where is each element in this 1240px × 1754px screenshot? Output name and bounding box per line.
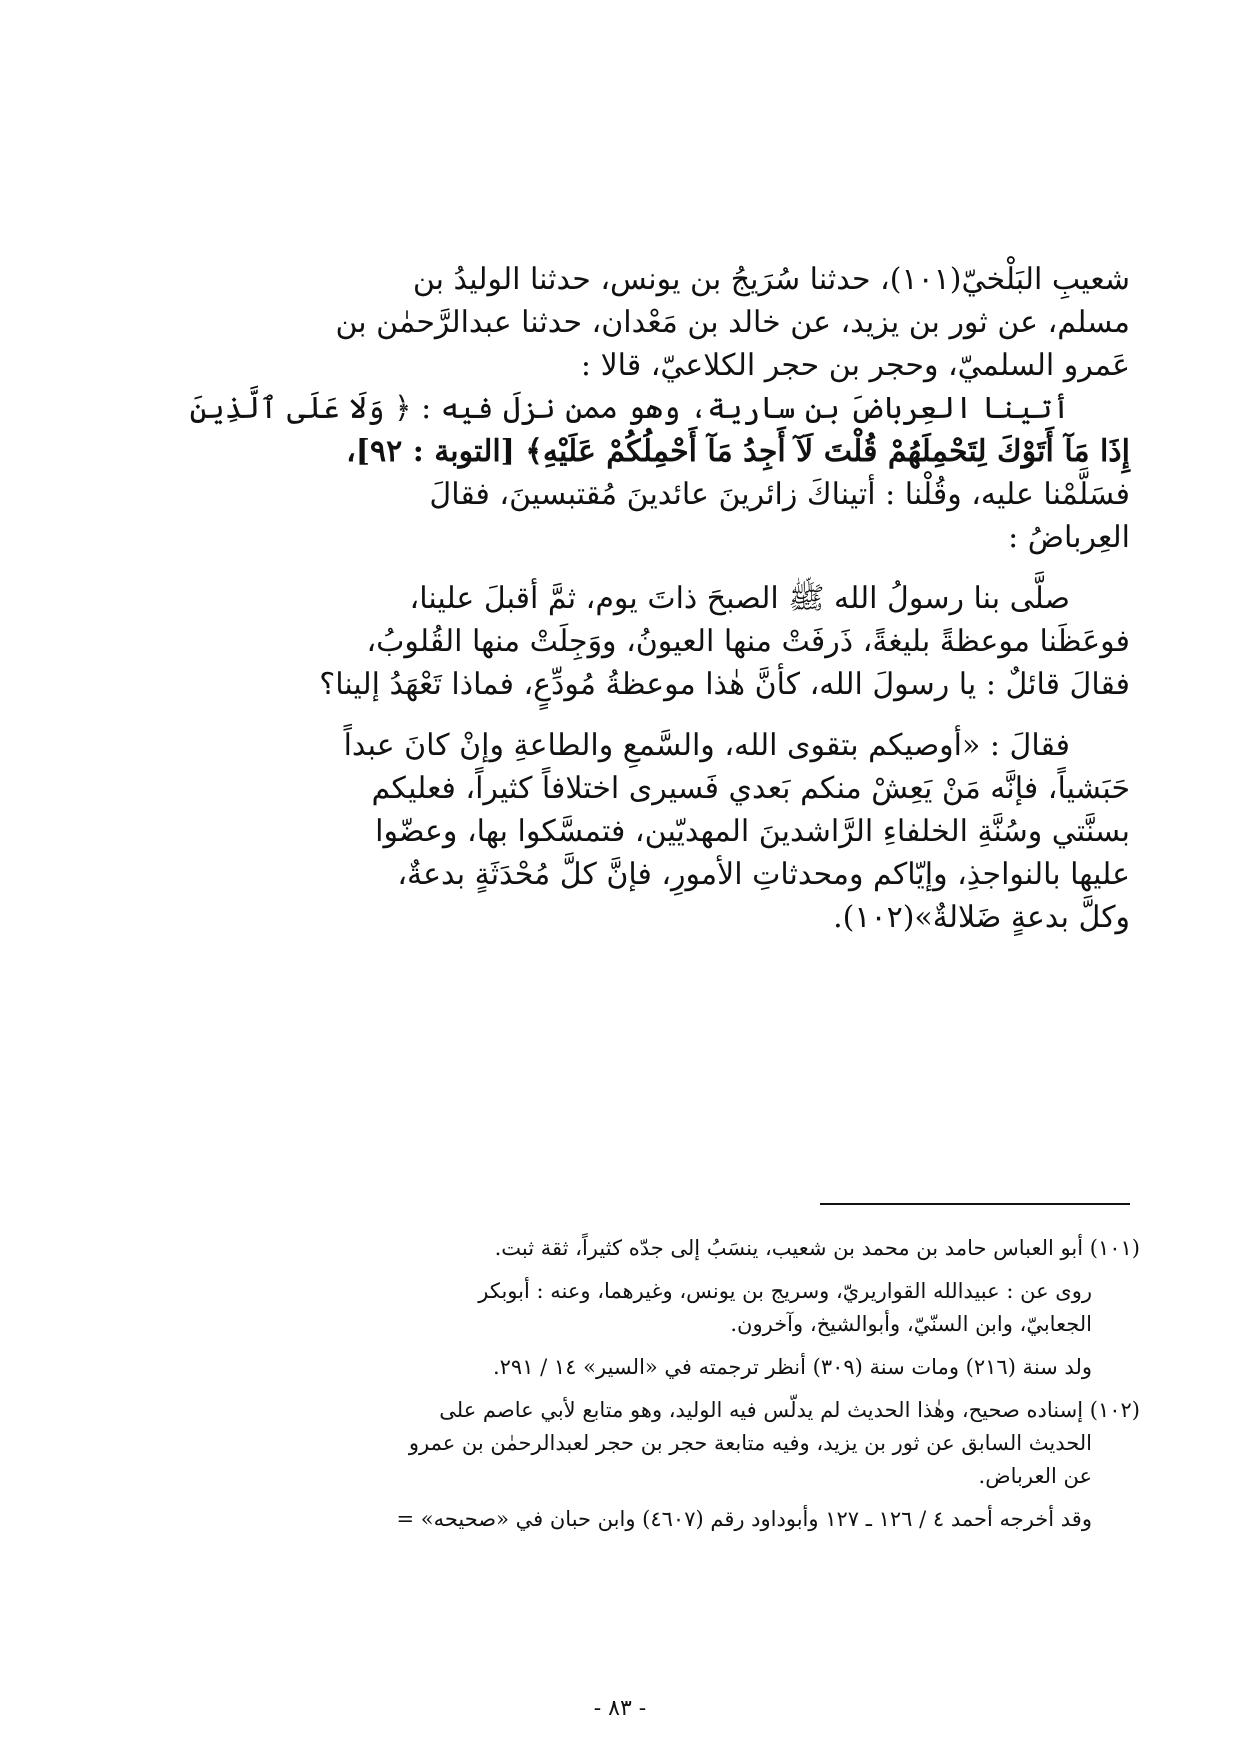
main-line: عَمرو السلميّ، وحجر بن حجر الكلاعيّ، قالا : [580, 348, 1130, 383]
main-line: شعيبِ البَلْخيّ(١٠١)، حدثنا سُرَيجُ بن يونس، حدثنا الوليدُ بن [412, 262, 1130, 297]
footnote-line: (١٠١) أبو العباس حامد بن محمد بن شعيب، ينسَبُ إلى جدّه كثيراً، ثقة ثبت. [494, 1236, 1140, 1260]
main-text [189, 258, 1130, 939]
main-line: صلَّى بنا رسولُ الله ﷺ الصبحَ ذاتَ يوم، ثمَّ أقبلَ علينا، [409, 581, 1070, 616]
quran-verse-line: إِذَا مَآ أَتَوْكَ لِتَحْمِلَهُمْ قُلْتَ لَآ أَجِدُ مَآ أَحْمِلُكُمْ عَلَيْهِ﴾ [التوبة : ٩٢]، [346, 434, 1130, 469]
main-line: العِرباضُ : [1008, 520, 1130, 555]
footnote-line: (١٠٢) إسناده صحيح، وهٰذا الحديث لم يدلّس فيه الوليد، وهو متابع لأبي عاصم على [439, 1398, 1140, 1422]
footnotes [270, 1232, 1140, 1536]
footnote-divider [820, 1203, 1130, 1205]
main-line: أتينا العِرباضَ بن سارية، وهو ممن نزلَ فيه : ﴿ وَلَا عَلَى ٱلَّذِينَ [189, 391, 1070, 426]
footnote-gap [270, 1384, 1140, 1394]
footnote-line: الجعابيّ، وابن السنّيّ، وأبوالشيخ، وآخرون. [730, 1312, 1092, 1336]
main-line: مسلم، عن ثور بن يزيد، عن خالد بن مَعْدان، حدثنا عبدالرَّحمٰن بن [335, 305, 1130, 340]
footnote-gap [270, 1265, 1140, 1275]
main-line: فسَلَّمْنا عليه، وقُلْنا : أتيناكَ زائرينَ عائدينَ مُقتبسينَ، فقالَ [429, 477, 1130, 512]
paragraph-gap [270, 559, 1130, 577]
footnote-gap [270, 1341, 1140, 1351]
footnote-line: ولد سنة (٢١٦) ومات سنة (٣٠٩) أنظر ترجمته في «السير» ١٤ / ٢٩١. [492, 1355, 1092, 1379]
footnote-line: روى عن : عبيدالله القواريريّ، وسريج بن يونس، وغيرهما، وعنه : أبوبكر [478, 1279, 1092, 1303]
main-line: فوعَظَنا موعظةً بليغةً، ذَرفَتْ منها العيونُ، ووَجِلَتْ منها القُلوبُ، [366, 624, 1130, 659]
footnote-line: الحديث السابق عن ثور بن يزيد، وفيه متابعة حجر بن حجر لعبدالرحمٰن بن عمرو [408, 1431, 1092, 1455]
footnote-gap [270, 1493, 1140, 1503]
page-number: - ٨٣ - [593, 1696, 647, 1721]
main-line: بسنَّتي وسُنَّةِ الخلفاءِ الرَّاشدينَ المهديّين، فتمسَّكوا بها، وعضّوا [375, 814, 1130, 849]
main-line: عليها بالنواجذِ، وإيّاكم ومحدثاتِ الأمورِ، فإنَّ كلَّ مُحْدَثَةٍ بدعةٌ، [397, 857, 1130, 892]
footnote-line: وقد أخرجه أحمد ٤ / ١٢٦ ـ ١٢٧ وأبوداود رقم (٤٦٠٧) وابن حبان في «صحيحه» = [396, 1507, 1092, 1531]
footnote-line: عن العرباض. [978, 1464, 1092, 1488]
paragraph-gap [270, 706, 1130, 724]
main-line: وكلَّ بدعةٍ ضَلالةٌ»(١٠٢). [833, 900, 1130, 935]
main-line: حَبَشياً، فإنَّه مَنْ يَعِشْ منكم بَعدي فَسيرى اختلافاً كثيراً، فعليكم [371, 771, 1130, 806]
main-line: فقالَ : «أوصيكم بتقوى الله، والسَّمعِ والطاعةِ وإنْ كانَ عبداً [343, 728, 1070, 763]
main-line: فقالَ قائلٌ : يا رسولَ الله، كأنَّ هٰذا موعظةُ مُودِّعٍ، فماذا تَعْهَدُ إلينا؟ [319, 667, 1130, 702]
